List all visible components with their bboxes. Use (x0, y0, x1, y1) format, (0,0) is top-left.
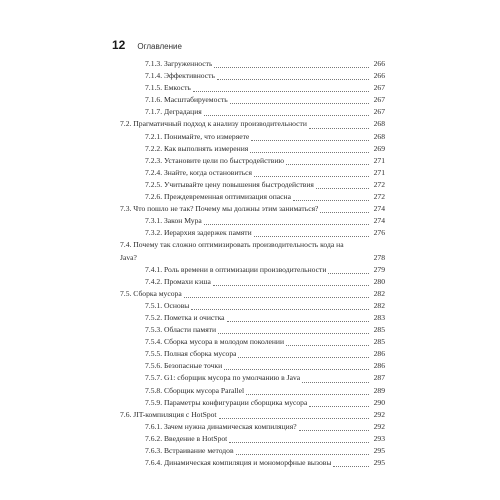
toc-entry-title: 7.6.2. Введение в HotSpot (145, 433, 228, 443)
toc-subsection-entry (120, 360, 385, 372)
dot-leader (286, 345, 369, 346)
toc-entry-page: 266 (373, 71, 385, 81)
dot-leader (213, 285, 369, 286)
toc-entry-page: 267 (373, 95, 385, 105)
toc-entry-title: 7.2.2. Как выполнять измерения (145, 143, 249, 153)
toc-entry-page: 292 (373, 409, 385, 419)
dot-leader (250, 152, 369, 153)
toc-subsection-entry (120, 94, 385, 106)
toc-subsection-entry (120, 58, 385, 70)
toc-subsection-entry (120, 397, 385, 409)
page-number: 12 (112, 38, 126, 52)
toc-entry-title: 7.3.2. Иерархия задержек памяти (145, 228, 252, 238)
toc-entry-page: 293 (373, 433, 385, 443)
toc-entry-title: 7.5.7. G1: сборщик мусора по умолчанию в Java (145, 373, 301, 383)
toc-subsection-entry (120, 421, 385, 433)
toc-subsection-entry (120, 215, 385, 227)
toc-entry-page: 286 (373, 361, 385, 371)
toc-subsection-entry (120, 82, 385, 94)
toc-section-entry (120, 288, 385, 300)
toc-entry-page: 282 (373, 300, 385, 310)
toc-entry-title: 7.4.1. Роль времени в оптимизации производительности (145, 264, 327, 274)
toc-entry-title: 7.2. Прагматичный подход к анализу производительности (120, 119, 307, 129)
toc-entry-page: 266 (373, 59, 385, 68)
toc-entry-page: 279 (373, 264, 385, 274)
toc-subsection-entry (120, 155, 385, 167)
dot-leader (238, 357, 369, 358)
toc-entry-title: 7.3. Что пошло не так? Почему мы должны этим заниматься? (120, 204, 319, 214)
toc-entry-title: 7.6.1. Зачем нужна динамическая компиляция? (145, 421, 297, 431)
toc-entry-page: 268 (373, 131, 385, 141)
dot-leader (184, 297, 369, 298)
toc-entry-title: 7.2.3. Установите цели по быстродействию (145, 155, 285, 165)
toc-entry-page: 289 (373, 385, 385, 395)
dot-leader (219, 418, 369, 419)
toc-entry-title: 7.4.2. Промахи кэша (145, 276, 211, 286)
toc-entry-title: 7.5.8. Сборщик мусора Parallel (145, 385, 245, 395)
dot-leader (246, 394, 369, 395)
dot-leader (204, 224, 369, 225)
toc-entry-title: 7.5.4. Сборка мусора в молодом поколении (145, 337, 285, 347)
toc-section-entry (120, 409, 385, 421)
toc-entry-title: 7.6. JIT-компиляция с HotSpot (120, 409, 217, 419)
toc-subsection-entry (120, 227, 385, 239)
dot-leader (333, 466, 369, 467)
toc-entry-title: 7.1.6. Масштабируемость (145, 95, 228, 105)
running-head: Оглавление (137, 42, 182, 51)
toc-entry-title: 7.5.3. Области памяти (145, 325, 217, 335)
toc-entry-title: 7.1.3. Загруженность (145, 59, 213, 68)
toc-entry-page: 267 (373, 107, 385, 117)
toc-subsection-entry (120, 433, 385, 445)
toc-entry-page: 268 (373, 119, 385, 129)
dot-leader (229, 442, 369, 443)
toc-entry-title: 7.6.4. Динамическая компиляция и мономорфные вызовы (145, 458, 332, 468)
toc-entry-title: 7.2.6. Преждевременная оптимизация опасна (145, 192, 291, 202)
page-header (112, 38, 182, 52)
toc-entry-title: 7.5.9. Параметры конфигурации сборщика мусора (145, 397, 308, 407)
toc-section-entry (120, 203, 385, 215)
toc-subsection-entry (120, 457, 385, 469)
toc-entry-title: 7.5.5. Полная сборка мусора (145, 349, 237, 359)
toc-subsection-entry (120, 348, 385, 360)
toc-entry-title: 7.5. Сборка мусора (120, 288, 182, 298)
toc-entry-page: 274 (373, 204, 385, 214)
dot-leader (316, 188, 369, 189)
toc-subsection-entry (120, 70, 385, 82)
toc-entry-title: 7.3.1. Закон Мура (145, 216, 202, 226)
toc-entry-page: 274 (373, 216, 385, 226)
toc-entry-page: 286 (373, 349, 385, 359)
toc-entry-title: 7.1.5. Емкость (145, 83, 191, 93)
toc-subsection-entry (120, 106, 385, 118)
toc-subsection-entry (120, 300, 385, 312)
toc-subsection-entry (120, 372, 385, 384)
dot-leader (309, 128, 369, 129)
toc-entry-title: 7.4. Почему так сложно оптимизировать производительность кода на Java? (120, 240, 344, 262)
toc-entry-page: 271 (373, 155, 385, 165)
toc-entry-page: 267 (373, 83, 385, 93)
toc-entry-page: 285 (373, 325, 385, 335)
toc-entry-page: 295 (373, 446, 385, 455)
toc-entry-page: 276 (373, 228, 385, 238)
toc-subsection-entry (120, 167, 385, 179)
dot-leader (299, 430, 369, 431)
toc-entry-title: 7.6.3. Встраивание методов (145, 446, 234, 455)
toc-entry-page: 283 (373, 312, 385, 322)
dot-leader (227, 321, 369, 322)
toc-subsection-entry (120, 324, 385, 336)
dot-leader (236, 454, 369, 455)
dot-leader (302, 382, 369, 383)
toc-subsection-entry (120, 264, 385, 276)
toc-subsection-entry (120, 143, 385, 155)
toc-entry-title: 7.2.5. Учитывайте цену повышения быстродействия (145, 179, 314, 189)
toc-entry-page: 290 (373, 397, 385, 407)
dot-leader (193, 91, 369, 92)
toc-entry-page: 272 (373, 192, 385, 202)
toc-entry-page: 295 (373, 458, 385, 468)
dot-leader (320, 212, 369, 213)
dot-leader (254, 236, 369, 237)
dot-leader (254, 176, 369, 177)
table-of-contents (120, 58, 385, 469)
toc-section-entry (120, 118, 385, 130)
toc-entry-title: 7.1.4. Эффективность (145, 71, 215, 81)
toc-subsection-entry (120, 312, 385, 324)
toc-entry-page: 292 (373, 421, 385, 431)
dot-leader (328, 273, 369, 274)
dot-leader (309, 406, 369, 407)
toc-entry-page: 271 (373, 167, 385, 177)
dot-leader (217, 79, 369, 80)
toc-entry-title: 7.2.1. Понимайте, что измеряете (145, 131, 250, 141)
toc-entry-page: 269 (373, 143, 385, 153)
toc-subsection-entry (120, 179, 385, 191)
toc-subsection-entry (120, 191, 385, 203)
toc-section-entry (120, 239, 385, 263)
toc-entry-page: 272 (373, 179, 385, 189)
dot-leader (286, 164, 369, 165)
dot-leader (230, 103, 369, 104)
toc-subsection-entry (120, 445, 385, 457)
toc-entry-title: 7.2.4. Знайте, когда остановиться (145, 167, 253, 177)
dot-leader (293, 200, 369, 201)
toc-entry-page: 282 (373, 288, 385, 298)
dot-leader (224, 369, 369, 370)
toc-entry-page: 287 (373, 373, 385, 383)
dot-leader (214, 67, 369, 68)
dot-leader (204, 115, 369, 116)
dot-leader (218, 333, 369, 334)
dot-leader (191, 309, 369, 310)
toc-subsection-entry (120, 131, 385, 143)
toc-entry-page: 285 (373, 337, 385, 347)
dot-leader (251, 140, 369, 141)
toc-entry-title: 7.1.7. Деградация (145, 107, 202, 117)
toc-entry-title: 7.5.1. Основы (145, 300, 190, 310)
toc-entry-page: 278 (373, 252, 385, 262)
toc-subsection-entry (120, 385, 385, 397)
toc-entry-title: 7.5.6. Безопасные точки (145, 361, 223, 371)
toc-entry-page: 280 (373, 276, 385, 286)
toc-entry-title: 7.5.2. Пометка и очистка (145, 312, 225, 322)
toc-subsection-entry (120, 276, 385, 288)
toc-subsection-entry (120, 336, 385, 348)
